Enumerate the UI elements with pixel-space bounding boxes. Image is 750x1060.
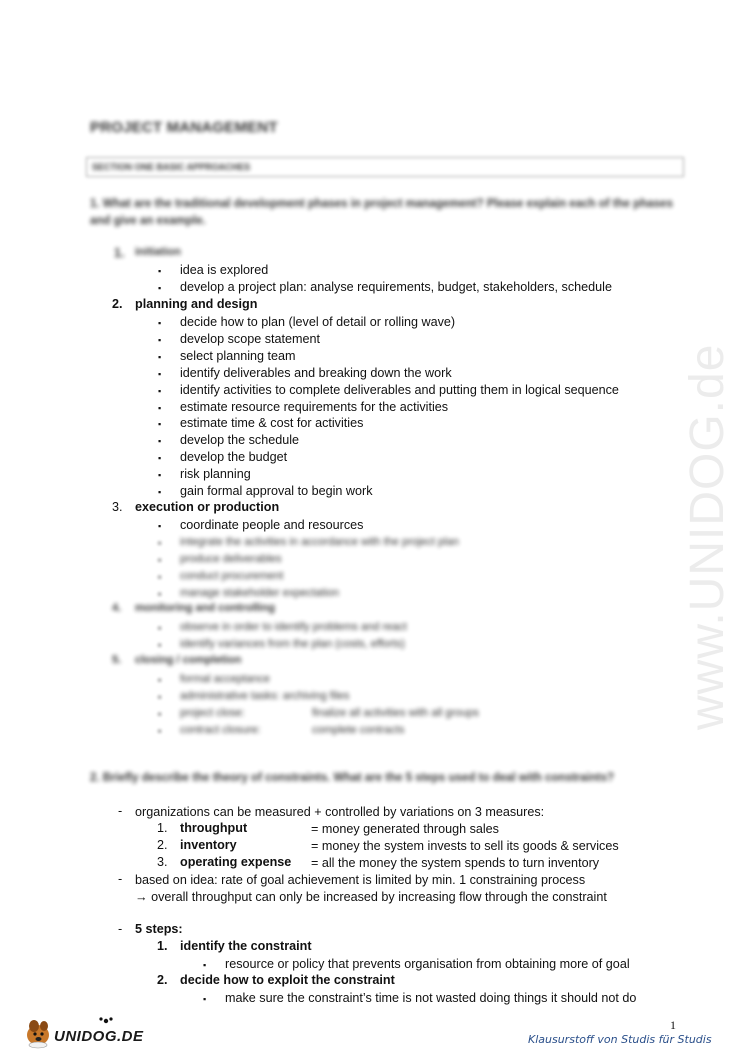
- phase-number: 5.: [112, 654, 122, 666]
- toc-intro: organizations can be measured + controlled by variations on 3 measures:: [135, 805, 545, 819]
- bullet-icon: ▪: [158, 453, 162, 463]
- bullet-icon: ▪: [158, 283, 162, 293]
- phase-heading: monitoring and controlling: [135, 602, 275, 614]
- list-item: manage stakeholder expectation: [180, 587, 339, 599]
- list-item: make sure the constraint’s time is not wasted doing things it should not do: [225, 991, 637, 1005]
- list-item: develop the schedule: [180, 433, 300, 447]
- measure-number: 3.: [157, 855, 168, 869]
- measure-definition: = all the money the system spends to turn inventory: [311, 856, 600, 870]
- bullet-icon: ▪: [158, 335, 162, 345]
- list-item: contract closure:: [180, 724, 261, 736]
- bullet-icon: ▪: [158, 572, 162, 582]
- phase-number: 4.: [112, 602, 122, 614]
- phase-heading: initiation: [135, 246, 181, 258]
- bullet-icon: ▪: [158, 386, 162, 396]
- list-item: observe in order to identify problems and react: [180, 621, 407, 633]
- bullet-icon: ▪: [158, 521, 162, 531]
- list-item: integrate the activities in accordance with the project plan: [180, 536, 459, 548]
- list-item: develop the budget: [180, 450, 288, 464]
- bullet-icon: ▪: [158, 369, 162, 379]
- list-item: identify variances from the plan (costs, efforts): [180, 638, 405, 650]
- bullet-icon: ▪: [158, 403, 162, 413]
- phase-heading: closing / completion: [135, 654, 242, 666]
- list-item: estimate resource requirements for the activities: [180, 400, 449, 414]
- bullet-icon: ▪: [158, 318, 162, 328]
- list-item: coordinate people and resources: [180, 518, 364, 532]
- list-item: conduct procurement: [180, 570, 284, 582]
- list-item: develop a project plan: analyse requirements, budget, stakeholders, schedule: [180, 280, 612, 294]
- bullet-icon: ▪: [158, 419, 162, 429]
- bullet-icon: ▪: [158, 487, 162, 497]
- paw-icon: [99, 1017, 112, 1023]
- step-number: 1.: [157, 939, 168, 953]
- list-item: project close:: [180, 707, 245, 719]
- page-title: PROJECT MANAGEMENT: [90, 119, 278, 136]
- dash-icon: -: [118, 922, 123, 936]
- step-heading: decide how to exploit the constraint: [180, 973, 395, 987]
- bullet-icon: ▪: [158, 726, 162, 736]
- list-item: decide how to plan (level of detail or rolling wave): [180, 315, 456, 329]
- bullet-icon: ▪: [203, 994, 207, 1004]
- bullet-icon: ▪: [158, 470, 162, 480]
- list-item-detail: complete contracts: [312, 724, 405, 736]
- list-item: administrative tasks: archiving files: [180, 690, 350, 702]
- list-item: idea is explored: [180, 263, 269, 277]
- measure-term: throughput: [180, 821, 248, 835]
- page-number: 1: [670, 1018, 676, 1032]
- question-2: 2. Briefly describe the theory of constraints. What are the 5 steps used to deal with constraints?: [90, 772, 615, 784]
- measure-definition: = money generated through sales: [311, 822, 499, 836]
- list-item: develop scope statement: [180, 332, 321, 346]
- bullet-icon: ▪: [158, 692, 162, 702]
- step-number: 2.: [157, 973, 168, 987]
- bullet-icon: ▪: [158, 589, 162, 599]
- logo-text: UNIDOG.DE: [54, 1028, 144, 1045]
- measure-term: inventory: [180, 838, 237, 852]
- watermark: www.UNIDOG.de: [681, 343, 734, 730]
- bullet-icon: ▪: [158, 623, 162, 633]
- list-item-detail: finalize all activities with all groups: [312, 707, 479, 719]
- bullet-icon: ▪: [158, 352, 162, 362]
- phase-heading: planning and design: [135, 297, 258, 311]
- phase-number: 2.: [112, 297, 123, 311]
- dash-icon: -: [118, 804, 123, 818]
- list-item: select planning team: [180, 349, 296, 363]
- dash-icon: -: [118, 872, 123, 886]
- idea-line: based on idea: rate of goal achievement is limited by min. 1 constraining process: [135, 873, 586, 887]
- list-item: formal acceptance: [180, 673, 270, 685]
- measure-number: 2.: [157, 838, 168, 852]
- phase-heading: execution or production: [135, 500, 280, 514]
- measure-term: operating expense: [180, 855, 292, 869]
- list-item: resource or policy that prevents organisation from obtaining more of goal: [225, 957, 630, 971]
- bullet-icon: ▪: [158, 266, 162, 276]
- steps-label: 5 steps:: [135, 922, 183, 936]
- bullet-icon: ▪: [158, 436, 162, 446]
- measure-definition: = money the system invests to sell its goods & services: [311, 839, 619, 853]
- dog-icon: [27, 1020, 49, 1048]
- section-label: SECTION ONE BASIC APPROACHES: [92, 162, 251, 172]
- list-item: identify activities to complete deliverables and putting them in logical sequence: [180, 383, 619, 397]
- measure-number: 1.: [157, 821, 168, 835]
- list-item: gain formal approval to begin work: [180, 484, 373, 498]
- bullet-icon: ▪: [203, 960, 207, 970]
- bullet-icon: ▪: [158, 538, 162, 548]
- bullet-icon: ▪: [158, 555, 162, 565]
- footer-caption: Klausurstoff von Studis für Studis: [528, 1033, 712, 1046]
- arrow-line: → overall throughput can only be increased by increasing flow through the constraint: [135, 890, 607, 904]
- phase-number: 1.: [114, 246, 125, 260]
- list-item: identify deliverables and breaking down the work: [180, 366, 452, 380]
- list-item: risk planning: [180, 467, 251, 481]
- bullet-icon: ▪: [158, 640, 162, 650]
- list-item: estimate time & cost for activities: [180, 416, 364, 430]
- phase-number: 3.: [112, 500, 123, 514]
- question-1: 1. What are the traditional development phases in project management? Please explain each of the phases and give an example.: [90, 198, 673, 227]
- step-heading: identify the constraint: [180, 939, 312, 953]
- bullet-icon: ▪: [158, 709, 162, 719]
- bullet-icon: ▪: [158, 675, 162, 685]
- list-item: produce deliverables: [180, 553, 282, 565]
